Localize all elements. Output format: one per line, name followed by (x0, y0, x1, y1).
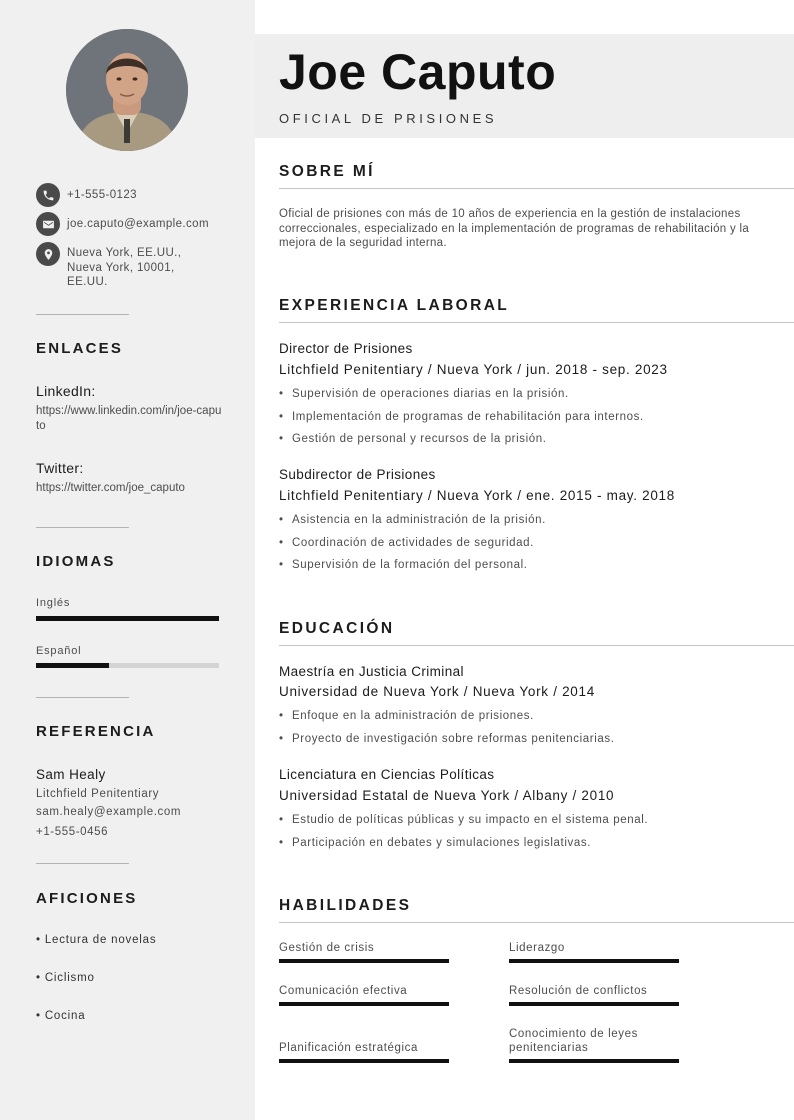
job-bullet: • Coordinación de actividades de seguridad. (279, 537, 534, 549)
section-rule (279, 188, 794, 189)
hobby-item: • Lectura de novelas (36, 934, 157, 946)
skill-level-bar (279, 1059, 449, 1063)
education-bullet: • Estudio de políticas públicas y su impacto en el sistema penal. (279, 814, 648, 826)
job-bullet: • Supervisión de la formación del personal. (279, 559, 528, 571)
job-entry-title: Subdirector de Prisiones (279, 467, 436, 482)
hobby-label: Ciclismo (44, 972, 95, 984)
job-entry-subtitle: Litchfield Penitentiary / Nueva York / jun. 2018 - sep. 2023 (279, 362, 668, 377)
hobby-item: • Ciclismo (36, 972, 95, 984)
job-entry-subtitle: Litchfield Penitentiary / Nueva York / ene. 2015 - may. 2018 (279, 488, 675, 503)
linkedin-link[interactable]: https://www.linkedin.com/in/joe-caputo (36, 405, 222, 432)
about-heading: SOBRE MÍ (279, 163, 375, 180)
languages-heading: IDIOMAS (36, 553, 116, 570)
address-line: Nueva York, EE.UU., (67, 247, 182, 259)
sidebar-divider (36, 527, 129, 528)
section-rule (279, 645, 794, 646)
section-rule (279, 922, 794, 923)
job-entry-title: Director de Prisiones (279, 341, 413, 356)
phone-icon (36, 183, 60, 207)
hobby-item: • Cocina (36, 1010, 86, 1022)
skill-level-bar (509, 959, 679, 963)
language-name: Inglés (36, 597, 71, 609)
education-entry-title: Licenciatura en Ciencias Políticas (279, 767, 495, 782)
education-entry-subtitle: Universidad Estatal de Nueva York / Albany / 2010 (279, 788, 615, 803)
language-level-fill (36, 616, 219, 621)
education-bullet: • Participación en debates y simulaciones legislativas. (279, 837, 591, 849)
hobbies-heading: AFICIONES (36, 890, 138, 907)
skill-level-bar (279, 959, 449, 963)
links-heading: ENLACES (36, 340, 124, 357)
linkedin-label: LinkedIn: (36, 383, 96, 399)
reference-company: Litchfield Penitentiary (36, 788, 160, 800)
skill-name: Comunicación efectiva (279, 985, 408, 997)
job-bullet: • Gestión de personal y recursos de la prisión. (279, 433, 547, 445)
sidebar-divider (36, 314, 129, 315)
skill-level-fill (509, 1059, 679, 1063)
skills-heading: HABILIDADES (279, 897, 412, 914)
reference-email[interactable]: sam.healy@example.com (36, 806, 182, 818)
skill-name: Liderazgo (509, 942, 565, 954)
language-level-fill (36, 663, 109, 668)
skill-level-bar (279, 1002, 449, 1006)
education-bullet: • Proyecto de investigación sobre reformas penitenciarias. (279, 733, 615, 745)
reference-heading: REFERENCIA (36, 723, 156, 740)
about-text: Oficial de prisiones con más de 10 años de experiencia en la gestión de instalaciones correccionales, especializado en la implementación de programas de rehabilitación y la mejora de la seguridad interna. (279, 208, 750, 249)
education-entry-subtitle: Universidad de Nueva York / Nueva York / 2014 (279, 684, 595, 699)
sidebar-divider (36, 863, 129, 864)
hobby-label: Lectura de novelas (44, 934, 157, 946)
address-text (67, 246, 181, 290)
skill-level-fill (279, 959, 449, 963)
job-title: OFICIAL DE PRISIONES (279, 111, 498, 126)
skill-level-fill (509, 959, 679, 963)
skill-name: Gestión de crisis (279, 942, 375, 954)
skill-name: Conocimiento de leyes penitenciarias (509, 1028, 638, 1054)
section-rule (279, 322, 794, 323)
education-entry-title: Maestría en Justicia Criminal (279, 664, 464, 679)
job-bullet: • Supervisión de operaciones diarias en la prisión. (279, 388, 569, 400)
sidebar-divider (36, 697, 129, 698)
location-icon (36, 242, 60, 266)
email-icon (36, 212, 60, 236)
skill-level-bar (509, 1059, 679, 1063)
contact-address (36, 242, 181, 290)
reference-phone[interactable]: +1-555-0456 (36, 826, 109, 838)
contact-phone (36, 183, 137, 207)
skill-level-bar (509, 1002, 679, 1006)
education-heading: EDUCACIÓN (279, 620, 395, 637)
reference-name: Sam Healy (36, 767, 106, 782)
skill-level-fill (279, 1059, 449, 1063)
twitter-label: Twitter: (36, 460, 84, 476)
twitter-link[interactable]: https://twitter.com/joe_caputo (36, 482, 185, 494)
email-text[interactable]: joe.caputo@example.com (67, 218, 209, 230)
job-bullet: • Asistencia en la administración de la prisión. (279, 514, 546, 526)
education-bullet: • Enfoque en la administración de prisiones. (279, 710, 534, 722)
profile-photo (66, 29, 188, 151)
contact-email (36, 212, 209, 236)
experience-heading: EXPERIENCIA LABORAL (279, 297, 510, 314)
language-level-bar (36, 616, 219, 621)
skill-level-fill (279, 1002, 449, 1006)
phone-text[interactable]: +1-555-0123 (67, 189, 137, 201)
skill-level-fill (509, 1002, 679, 1006)
skill-name: Planificación estratégica (279, 1042, 419, 1054)
address-line: Nueva York, 10001, (67, 261, 175, 274)
language-name: Español (36, 645, 82, 657)
language-level-bar (36, 663, 219, 668)
hobby-label: Cocina (44, 1010, 86, 1022)
skill-name: Resolución de conflictos (509, 985, 648, 997)
person-name: Joe Caputo (279, 44, 557, 100)
address-line: EE.UU. (67, 276, 108, 288)
job-bullet: • Implementación de programas de rehabilitación para internos. (279, 411, 644, 423)
